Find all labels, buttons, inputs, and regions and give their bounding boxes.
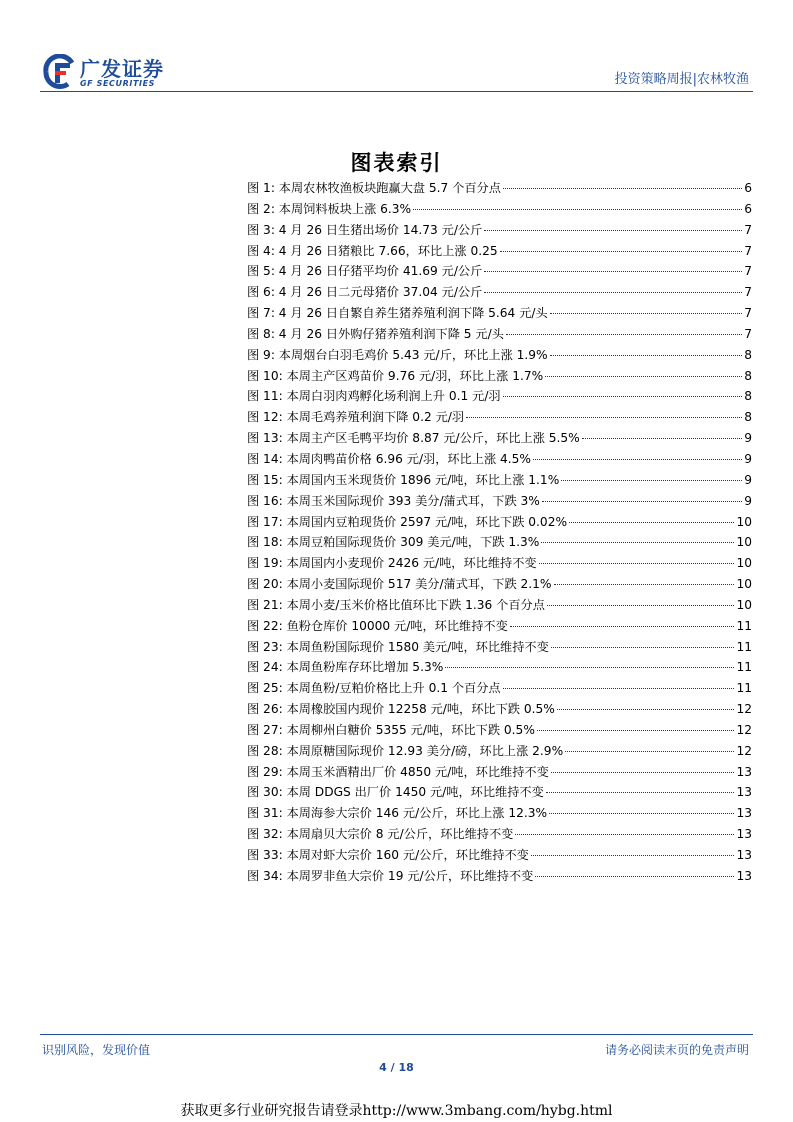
toc-leader-dots — [569, 522, 734, 523]
toc-page-number: 10 — [736, 535, 752, 550]
toc-entry-text — [247, 241, 498, 262]
toc-entry-label: 图 19: — [247, 556, 283, 571]
toc-entry[interactable] — [247, 616, 752, 637]
toc-entry[interactable] — [247, 595, 752, 616]
toc-entry[interactable] — [247, 386, 752, 407]
toc-entry-label: 图 31: — [247, 806, 283, 821]
toc-entry-text — [247, 470, 559, 491]
toc-leader-dots — [546, 792, 735, 793]
toc-entry-description: 本周国内豆粕现货价 2597 元/吨，环比下跌 0.02% — [286, 514, 568, 529]
toc-entry-description: 4 月 26 日生猪出场价 14.73 元/公斤 — [278, 222, 483, 237]
toc-entry-text — [247, 324, 504, 345]
toc-entry-description: 本周鱼粉国际现价 1580 美元/吨，环比维持不变 — [286, 639, 549, 654]
toc-entry-label: 图 23: — [247, 639, 283, 654]
toc-entry[interactable] — [247, 762, 752, 783]
toc-page-number: 7 — [744, 326, 752, 341]
toc-leader-dots — [551, 772, 735, 773]
toc-entry-description: 本周饲料板块上涨 6.3% — [278, 201, 412, 216]
toc-entry[interactable] — [247, 282, 752, 303]
toc-page-number: 7 — [744, 264, 752, 279]
toc-leader-dots — [550, 355, 743, 356]
toc-entry-description: 本周海参大宗价 146 元/公斤，环比上涨 12.3% — [286, 806, 548, 821]
toc-entry-text — [247, 782, 544, 803]
toc-leader-dots — [466, 417, 742, 418]
toc-entry-description: 本周豆粕国际现货价 309 美元/吨，下跌 1.3% — [286, 535, 540, 550]
toc-entry-description: 本周主产区鸡苗价 9.76 元/羽，环比上涨 1.7% — [286, 368, 544, 383]
toc-leader-dots — [484, 230, 742, 231]
toc-leader-dots — [545, 376, 742, 377]
toc-leader-dots — [445, 667, 734, 668]
toc-page-number: 6 — [744, 201, 752, 216]
toc-page-number: 8 — [744, 368, 752, 383]
toc-page-number: 13 — [736, 785, 752, 800]
toc-page-number: 9 — [744, 431, 752, 446]
toc-entry-label: 图 16: — [247, 493, 283, 508]
toc-leader-dots — [541, 542, 734, 543]
toc-entry-text — [247, 261, 482, 282]
toc-entry-description: 本周农林牧渔板块跑赢大盘 5.7 个百分点 — [278, 181, 501, 195]
toc-leader-dots — [533, 459, 742, 460]
toc-entry-description: 本周烟台白羽毛鸡价 5.43 元/斤，环比上涨 1.9% — [278, 347, 548, 362]
toc-page-number: 6 — [744, 181, 752, 195]
toc-entry[interactable] — [247, 782, 752, 803]
toc-entry-text — [247, 657, 443, 678]
company-logo — [42, 52, 172, 94]
toc-entry-label: 图 13: — [247, 431, 283, 446]
toc-entry-label: 图 18: — [247, 535, 283, 550]
toc-page-number: 13 — [736, 848, 752, 862]
toc-leader-dots — [537, 730, 735, 731]
toc-entry[interactable] — [247, 241, 752, 262]
toc-entry-label: 图 11: — [247, 389, 283, 404]
toc-entry-text — [247, 824, 513, 845]
toc-entry-label: 图 7: — [247, 306, 275, 321]
toc-entry-description: 本周扇贝大宗价 8 元/公斤，环比维持不变 — [286, 827, 514, 842]
toc-entry[interactable] — [247, 470, 752, 491]
toc-page-number: 10 — [736, 597, 752, 612]
toc-entry-description: 本周小麦/玉米价格比值环比下跌 1.36 个百分点 — [286, 597, 545, 612]
toc-entry-description: 本周肉鸭苗价格 6.96 元/羽，环比上涨 4.5% — [286, 451, 532, 466]
toc-entry-description: 本周鱼粉/豆粕价格比上升 0.1 个百分点 — [286, 681, 501, 696]
toc-entry[interactable] — [247, 657, 752, 678]
toc-entry-description: 本周国内玉米现货价 1896 元/吨，环比上涨 1.1% — [286, 472, 560, 487]
toc-page-number: 8 — [744, 389, 752, 404]
toc-entry[interactable] — [247, 574, 752, 595]
toc-page-number: 12 — [736, 702, 752, 717]
toc-leader-dots — [535, 876, 734, 877]
toc-entry-label: 图 26: — [247, 702, 283, 717]
toc-entry-label: 图 6: — [247, 285, 275, 300]
toc-entry-text — [247, 199, 411, 220]
toc-page-number: 11 — [736, 618, 752, 633]
toc-entry-text — [247, 637, 549, 658]
header-divider — [40, 91, 753, 92]
watermark-text: 获取更多行业研究报告请登录http://www.3mbang.com/hybg.html — [180, 1103, 613, 1119]
toc-entry-text — [247, 720, 535, 741]
report-type: 投资策略周报|农林牧渔 — [614, 72, 749, 87]
toc-entry-text — [247, 678, 501, 699]
toc-leader-dots — [506, 334, 742, 335]
toc-entry[interactable] — [247, 553, 752, 574]
toc-entry[interactable] — [247, 220, 752, 241]
toc-entry-label: 图 9: — [247, 347, 275, 362]
toc-entry[interactable] — [247, 803, 752, 824]
toc-entry-label: 图 5: — [247, 264, 275, 279]
toc-page-number: 13 — [736, 868, 752, 883]
toc-entry-text — [247, 866, 533, 887]
toc-entry-description: 本周鱼粉库存环比增加 5.3% — [286, 660, 444, 675]
toc-entry-label: 图 25: — [247, 681, 283, 696]
toc-entry[interactable] — [247, 532, 752, 553]
toc-entry-description: 本周柳州白糖价 5355 元/吨，环比下跌 0.5% — [286, 722, 535, 737]
toc-leader-dots — [500, 251, 743, 252]
toc-page-number: 11 — [736, 639, 752, 654]
toc-leader-dots — [503, 188, 742, 189]
toc-entry[interactable] — [247, 366, 752, 387]
toc-entry-text — [247, 699, 555, 720]
toc-entry-label: 图 30: — [247, 785, 283, 800]
toc-entry-description: 本周小麦国际现价 517 美分/蒲式耳，下跌 2.1% — [286, 577, 552, 592]
toc-entry-text — [247, 553, 537, 574]
toc-leader-dots — [561, 480, 742, 481]
toc-entry-text — [247, 345, 548, 366]
toc-entry[interactable] — [247, 512, 752, 533]
toc-entry[interactable] — [247, 845, 752, 866]
toc-entry-description: 4 月 26 日二元母猪价 37.04 元/公斤 — [278, 285, 483, 300]
toc-entry-description: 本周国内小麦现价 2426 元/吨，环比维持不变 — [286, 556, 537, 571]
footer-slogan: 识别风险，发现价值 — [42, 1043, 151, 1057]
toc-leader-dots — [557, 709, 735, 710]
toc-entry-description: 本周对虾大宗价 160 元/公斤，环比维持不变 — [286, 848, 529, 862]
toc-leader-dots — [549, 813, 734, 814]
toc-entry-text — [247, 282, 482, 303]
toc-entry[interactable] — [247, 866, 752, 887]
toc-entry[interactable] — [247, 824, 752, 845]
page-title: 图表索引 — [350, 150, 443, 175]
footer-disclaimer: 请务必阅读末页的免责声明 — [604, 1043, 749, 1057]
toc-page-number: 9 — [744, 493, 752, 508]
toc-entry-label: 图 24: — [247, 660, 283, 675]
toc-entry-label: 图 10: — [247, 368, 283, 383]
toc-entry-description: 本周玉米酒精出厂价 4850 元/吨，环比维持不变 — [286, 764, 549, 779]
toc-entry-description: 本周白羽肉鸡孵化场利润上升 0.1 元/羽 — [286, 389, 501, 404]
toc-page-number: 8 — [744, 410, 752, 425]
toc-page-number: 7 — [744, 222, 752, 237]
toc-entry-text — [247, 491, 540, 512]
toc-entry-description: 4 月 26 日仔猪平均价 41.69 元/公斤 — [278, 264, 483, 279]
toc-entry[interactable] — [247, 678, 752, 699]
toc-entry-label: 图 14: — [247, 451, 283, 466]
toc-entry-text — [247, 574, 552, 595]
toc-entry-label: 图 2: — [247, 201, 275, 216]
toc-entry-text — [247, 428, 580, 449]
toc-entry[interactable] — [247, 345, 752, 366]
toc-leader-dots — [539, 563, 735, 564]
toc-page-number: 9 — [744, 472, 752, 487]
toc-entry-text — [247, 220, 482, 241]
toc-entry-text — [247, 178, 501, 199]
toc-entry-description: 本周主产区毛鸭平均价 8.87 元/公斤，环比上涨 5.5% — [286, 431, 580, 446]
toc-entry-label: 图 32: — [247, 827, 283, 842]
toc-entry-text — [247, 386, 501, 407]
toc-page-number: 12 — [736, 743, 752, 758]
toc-entry-label: 图 15: — [247, 472, 283, 487]
toc-entry-description: 本周罗非鱼大宗价 19 元/公斤，环比维持不变 — [286, 868, 534, 883]
toc-entry-text — [247, 303, 548, 324]
toc-entry-text — [247, 512, 567, 533]
logo-chinese-name: 广发证券 — [80, 57, 164, 81]
toc-leader-dots — [484, 292, 742, 293]
toc-page-number: 10 — [736, 556, 752, 571]
toc-leader-dots — [413, 209, 742, 210]
toc-leader-dots — [503, 688, 735, 689]
toc-entry-description: 本周毛鸡养殖利润下降 0.2 元/羽 — [286, 410, 465, 425]
toc-page-number: 7 — [744, 306, 752, 321]
toc-entry-description: 4 月 26 日外购仔猪养殖利润下降 5 元/头 — [278, 326, 504, 341]
toc-entry-label: 图 22: — [247, 618, 283, 633]
gf-logo-icon — [42, 54, 76, 90]
toc-page-number: 13 — [736, 827, 752, 842]
toc-entry[interactable] — [247, 491, 752, 512]
toc-page-number: 13 — [736, 764, 752, 779]
toc-leader-dots — [565, 751, 734, 752]
toc-leader-dots — [531, 855, 735, 856]
toc-entry[interactable] — [247, 199, 752, 220]
toc-leader-dots — [550, 313, 743, 314]
figure-index-list — [247, 178, 752, 887]
toc-leader-dots — [484, 271, 742, 272]
toc-leader-dots — [510, 626, 735, 627]
toc-entry-text — [247, 532, 539, 553]
toc-leader-dots — [515, 834, 734, 835]
toc-entry-text — [247, 616, 508, 637]
toc-leader-dots — [554, 584, 735, 585]
toc-entry-text — [247, 366, 543, 387]
toc-leader-dots — [547, 605, 735, 606]
toc-entry[interactable] — [247, 741, 752, 762]
toc-leader-dots — [551, 647, 735, 648]
toc-entry[interactable] — [247, 720, 752, 741]
toc-entry-description: 4 月 26 日自繁自养生猪养殖利润下降 5.64 元/头 — [278, 306, 548, 321]
toc-page-number: 12 — [736, 722, 752, 737]
toc-entry-description: 本周 DDGS 出厂价 1450 元/吨，环比维持不变 — [286, 785, 544, 800]
toc-entry-description: 本周原糖国际现价 12.93 美分/磅，环比上涨 2.9% — [286, 743, 564, 758]
toc-entry-label: 图 29: — [247, 764, 283, 779]
toc-entry-text — [247, 741, 563, 762]
toc-entry[interactable] — [247, 261, 752, 282]
toc-leader-dots — [542, 501, 742, 502]
toc-entry-label: 图 33: — [247, 848, 283, 862]
toc-page-number: 9 — [744, 451, 752, 466]
toc-entry[interactable] — [247, 699, 752, 720]
toc-entry-text — [247, 803, 547, 824]
toc-entry[interactable] — [247, 178, 752, 199]
toc-entry[interactable] — [247, 324, 752, 345]
toc-page-number: 11 — [736, 660, 752, 675]
toc-page-number: 10 — [736, 514, 752, 529]
toc-entry-label: 图 27: — [247, 722, 283, 737]
toc-entry-text — [247, 595, 545, 616]
toc-entry-label: 图 8: — [247, 326, 275, 341]
toc-leader-dots — [582, 438, 742, 439]
toc-page-number: 11 — [736, 681, 752, 696]
toc-entry-label: 图 21: — [247, 597, 283, 612]
toc-entry-label: 图 34: — [247, 868, 283, 883]
footer-divider — [40, 1034, 753, 1035]
toc-entry-label: 图 17: — [247, 514, 283, 529]
toc-entry-label: 图 12: — [247, 410, 283, 425]
toc-entry-description: 4 月 26 日猪粮比 7.66，环比上涨 0.25 — [278, 243, 498, 258]
toc-entry[interactable] — [247, 407, 752, 428]
toc-entry[interactable] — [247, 428, 752, 449]
toc-entry[interactable] — [247, 303, 752, 324]
toc-page-number: 10 — [736, 577, 752, 592]
toc-entry-label: 图 4: — [247, 243, 275, 258]
toc-entry-text — [247, 449, 531, 470]
toc-entry[interactable] — [247, 637, 752, 658]
toc-entry-text — [247, 407, 464, 428]
toc-entry-label: 图 28: — [247, 743, 283, 758]
toc-entry-description: 鱼粉仓库价 10000 元/吨，环比维持不变 — [286, 618, 508, 633]
toc-entry-description: 本周橡胶国内现价 12258 元/吨，环比下跌 0.5% — [286, 702, 555, 717]
toc-entry-label: 图 3: — [247, 222, 275, 237]
logo-english-name: GF SECURITIES — [80, 79, 156, 88]
toc-entry-description: 本周玉米国际现价 393 美分/蒲式耳，下跌 3% — [286, 493, 540, 508]
toc-page-number: 7 — [744, 243, 752, 258]
toc-page-number: 13 — [736, 806, 752, 821]
toc-entry-text — [247, 762, 549, 783]
toc-entry-text — [247, 845, 529, 866]
toc-page-number: 8 — [744, 347, 752, 362]
toc-entry-label: 图 20: — [247, 577, 283, 592]
toc-entry[interactable] — [247, 449, 752, 470]
toc-entry-label: 图 1: — [247, 181, 275, 195]
page-number: 4 / 18 — [379, 1061, 414, 1074]
toc-page-number: 7 — [744, 285, 752, 300]
toc-leader-dots — [503, 396, 743, 397]
